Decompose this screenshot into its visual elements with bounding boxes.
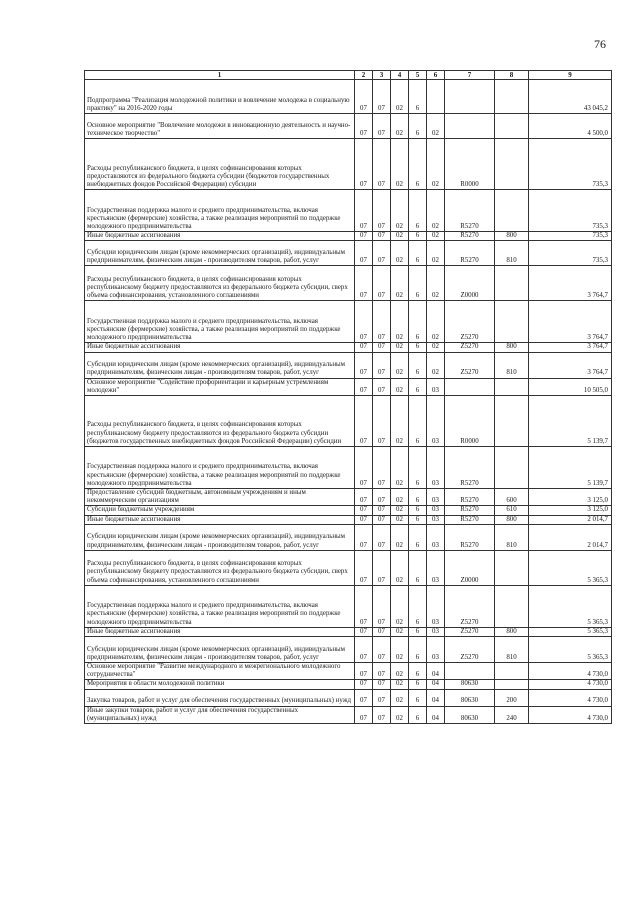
code-cell: R0000	[445, 139, 495, 190]
amount-cell: 10 505,0	[529, 378, 612, 395]
code-cell: 07	[373, 515, 391, 524]
code-cell: R5270	[445, 241, 495, 266]
code-cell: 02	[427, 352, 445, 378]
code-cell: 02	[391, 680, 409, 689]
table-row	[85, 241, 612, 266]
code-cell: Z0000	[445, 550, 495, 585]
code-cell: 04	[427, 706, 445, 723]
table-row	[85, 447, 612, 489]
table-row	[85, 378, 612, 395]
code-cell: 07	[355, 378, 373, 395]
code-cell	[495, 550, 529, 585]
code-cell: 07	[373, 352, 391, 378]
table-row	[85, 80, 612, 114]
code-cell: 02	[427, 241, 445, 266]
code-cell: R5270	[445, 524, 495, 550]
table-row	[85, 343, 612, 352]
code-cell: 6	[409, 232, 427, 241]
code-cell: 07	[355, 447, 373, 489]
column-header: 4	[391, 71, 409, 80]
code-cell: 80630	[445, 680, 495, 689]
table-row	[85, 489, 612, 506]
code-cell: 07	[373, 637, 391, 663]
code-cell	[495, 396, 529, 447]
code-cell: 07	[355, 680, 373, 689]
table-header	[85, 71, 612, 80]
table-row	[85, 706, 612, 723]
row-name: Расходы республиканского бюджета, в целях софинансирования которых республиканскому бюджету предоставляются из федерального бюджета субсидии, сверх объема софинансирования, установленного соглашениями	[85, 550, 355, 585]
code-cell	[495, 114, 529, 139]
row-name: Иные бюджетные ассигнования	[85, 515, 355, 524]
code-cell: 02	[391, 139, 409, 190]
row-name: Расходы республиканского бюджета, в целях софинансирования которых предоставляются из федерального бюджета субсидии (бюджетов государственных внебюджетных фондов Российской Федерации) субсидии	[85, 139, 355, 190]
table-row	[85, 301, 612, 343]
code-cell: 07	[355, 627, 373, 636]
code-cell: 810	[495, 524, 529, 550]
code-cell: 03	[427, 585, 445, 627]
code-cell: 07	[355, 524, 373, 550]
code-cell	[495, 585, 529, 627]
code-cell: 02	[391, 550, 409, 585]
column-header: 8	[495, 71, 529, 80]
code-cell: 03	[427, 550, 445, 585]
code-cell: 02	[391, 396, 409, 447]
amount-cell: 3 125,0	[529, 489, 612, 506]
amount-cell: 3 764,7	[529, 266, 612, 301]
code-cell: 04	[427, 663, 445, 680]
code-cell: 07	[373, 550, 391, 585]
code-cell: 02	[391, 506, 409, 515]
code-cell	[427, 80, 445, 114]
column-header: 6	[427, 71, 445, 80]
code-cell: 07	[355, 396, 373, 447]
amount-cell: 3 764,7	[529, 343, 612, 352]
row-name: Иные бюджетные ассигнования	[85, 627, 355, 636]
code-cell: 6	[409, 352, 427, 378]
code-cell: 02	[391, 447, 409, 489]
table-body	[85, 80, 612, 724]
code-cell	[445, 378, 495, 395]
code-cell: 800	[495, 627, 529, 636]
code-cell: 02	[427, 266, 445, 301]
amount-cell: 3 764,7	[529, 352, 612, 378]
code-cell: 02	[391, 80, 409, 114]
code-cell	[495, 680, 529, 689]
table-row	[85, 396, 612, 447]
page-number: 76	[594, 37, 606, 51]
amount-cell: 4 730,0	[529, 680, 612, 689]
code-cell: 6	[409, 266, 427, 301]
code-cell: 02	[391, 114, 409, 139]
code-cell: 6	[409, 689, 427, 706]
code-cell: 07	[355, 550, 373, 585]
code-cell: 02	[427, 190, 445, 232]
code-cell: 07	[373, 663, 391, 680]
code-cell	[445, 114, 495, 139]
row-name: Мероприятия в области молодежной политики	[85, 680, 355, 689]
amount-cell: 4 500,0	[529, 114, 612, 139]
code-cell: 07	[373, 706, 391, 723]
code-cell: 6	[409, 706, 427, 723]
amount-cell: 735,3	[529, 232, 612, 241]
code-cell: 6	[409, 378, 427, 395]
column-header: 9	[529, 71, 612, 80]
row-name: Субсидии юридическим лицам (кроме некоммерческих организаций), индивидуальным предпринимателям, физическим лицам - производителям товаров, работ, услуг	[85, 352, 355, 378]
code-cell: 02	[427, 343, 445, 352]
code-cell: 02	[391, 585, 409, 627]
amount-cell: 735,3	[529, 241, 612, 266]
code-cell: 07	[373, 139, 391, 190]
amount-cell: 4 730,0	[529, 706, 612, 723]
amount-cell: 5 365,3	[529, 627, 612, 636]
table-row	[85, 515, 612, 524]
row-name: Субсидии юридическим лицам (кроме некоммерческих организаций), индивидуальным предпринимателям, физическим лицам - производителям товаров, работ, услуг	[85, 637, 355, 663]
code-cell: 07	[373, 680, 391, 689]
code-cell: 07	[355, 515, 373, 524]
code-cell: 07	[355, 266, 373, 301]
amount-cell: 3 764,7	[529, 301, 612, 343]
code-cell: 6	[409, 343, 427, 352]
code-cell: 02	[391, 515, 409, 524]
code-cell: R5270	[445, 190, 495, 232]
code-cell	[445, 80, 495, 114]
code-cell: 07	[355, 706, 373, 723]
code-cell: 02	[391, 352, 409, 378]
code-cell: R5270	[445, 232, 495, 241]
amount-cell: 2 014,7	[529, 515, 612, 524]
table-row	[85, 585, 612, 627]
code-cell: 03	[427, 637, 445, 663]
row-name: Закупка товаров, работ и услуг для обеспечения государственных (муниципальных) нужд	[85, 689, 355, 706]
code-cell: R5270	[445, 506, 495, 515]
code-cell: 03	[427, 489, 445, 506]
code-cell: 07	[373, 447, 391, 489]
code-cell: 6	[409, 524, 427, 550]
table-row	[85, 524, 612, 550]
row-name: Иные закупки товаров, работ и услуг для обеспечения государственных (муниципальных) нужд	[85, 706, 355, 723]
amount-cell: 4 730,0	[529, 689, 612, 706]
code-cell: 03	[427, 447, 445, 489]
table-row	[85, 550, 612, 585]
code-cell: Z0000	[445, 266, 495, 301]
table-row	[85, 506, 612, 515]
row-name: Предоставление субсидий бюджетным, автономным учреждениям и иным некоммерческим организациям	[85, 489, 355, 506]
code-cell: 6	[409, 447, 427, 489]
code-cell: 07	[373, 343, 391, 352]
table-row	[85, 114, 612, 139]
code-cell: 02	[391, 301, 409, 343]
code-cell: 02	[391, 378, 409, 395]
code-cell: 6	[409, 139, 427, 190]
code-cell: 6	[409, 585, 427, 627]
code-cell	[495, 266, 529, 301]
code-cell: 6	[409, 663, 427, 680]
code-cell	[495, 378, 529, 395]
code-cell: 07	[355, 343, 373, 352]
code-cell: Z5270	[445, 637, 495, 663]
code-cell: 03	[427, 506, 445, 515]
code-cell: 02	[391, 627, 409, 636]
row-name: Субсидии юридическим лицам (кроме некоммерческих организаций), индивидуальным предпринимателям, физическим лицам - производителям товаров, работ, услуг	[85, 241, 355, 266]
code-cell: 6	[409, 489, 427, 506]
row-name: Субсидии бюджетным учреждениям	[85, 506, 355, 515]
code-cell: 02	[427, 114, 445, 139]
amount-cell: 5 365,3	[529, 585, 612, 627]
table-row	[85, 352, 612, 378]
code-cell: 800	[495, 343, 529, 352]
amount-cell: 735,3	[529, 139, 612, 190]
code-cell: 07	[355, 114, 373, 139]
budget-table	[84, 70, 612, 724]
amount-cell: 5 365,3	[529, 550, 612, 585]
table-row	[85, 663, 612, 680]
column-header: 3	[373, 71, 391, 80]
amount-cell: 735,3	[529, 190, 612, 232]
table-row	[85, 190, 612, 232]
code-cell: 07	[355, 663, 373, 680]
code-cell: 07	[373, 301, 391, 343]
row-name: Основное мероприятие "Развитие международного и межрегионального молодежного сотрудничества"	[85, 663, 355, 680]
code-cell: 07	[355, 352, 373, 378]
code-cell: 6	[409, 680, 427, 689]
code-cell: 07	[355, 241, 373, 266]
row-name: Субсидии юридическим лицам (кроме некоммерческих организаций), индивидуальным предпринимателям, физическим лицам - производителям товаров, работ, услуг	[85, 524, 355, 550]
code-cell: 02	[391, 637, 409, 663]
row-name: Государственная поддержка малого и среднего предпринимательства, включая крестьянские (фермерские) хозяйства, а также реализация мероприятий по поддержке молодежного предпринимательства	[85, 585, 355, 627]
code-cell: 02	[391, 266, 409, 301]
code-cell: 07	[373, 585, 391, 627]
code-cell: 07	[373, 80, 391, 114]
code-cell: 03	[427, 524, 445, 550]
code-cell: 03	[427, 627, 445, 636]
code-cell: 02	[391, 343, 409, 352]
row-name: Государственная поддержка малого и среднего предпринимательства, включая крестьянские (фермерские) хозяйства, а также реализация мероприятий по поддержке молодежного предпринимательства	[85, 447, 355, 489]
row-name: Государственная поддержка малого и среднего предпринимательства, включая крестьянские (фермерские) хозяйства, а также реализация мероприятий по поддержке молодежного предпринимательства	[85, 190, 355, 232]
row-name: Иные бюджетные ассигнования	[85, 232, 355, 241]
column-header: 5	[409, 71, 427, 80]
code-cell	[495, 80, 529, 114]
code-cell	[495, 301, 529, 343]
code-cell: 07	[373, 689, 391, 706]
code-cell: 240	[495, 706, 529, 723]
code-cell: Z5270	[445, 343, 495, 352]
code-cell: 800	[495, 232, 529, 241]
code-cell: R5270	[445, 489, 495, 506]
code-cell	[495, 447, 529, 489]
amount-cell: 4 730,0	[529, 663, 612, 680]
code-cell: 07	[355, 232, 373, 241]
code-cell: 07	[373, 627, 391, 636]
column-header: 1	[85, 71, 355, 80]
table-row	[85, 232, 612, 241]
amount-cell: 5 139,7	[529, 447, 612, 489]
code-cell: 07	[373, 506, 391, 515]
code-cell: 07	[355, 190, 373, 232]
code-cell: 07	[355, 637, 373, 663]
code-cell: 6	[409, 506, 427, 515]
row-name: Государственная поддержка малого и среднего предпринимательства, включая крестьянские (фермерские) хозяйства, а также реализация мероприятий по поддержке молодежного предпринимательства	[85, 301, 355, 343]
code-cell: 80630	[445, 689, 495, 706]
table-row	[85, 139, 612, 190]
code-cell: 810	[495, 352, 529, 378]
code-cell: 610	[495, 506, 529, 515]
code-cell: 07	[355, 301, 373, 343]
code-cell: 07	[373, 266, 391, 301]
code-cell: 03	[427, 378, 445, 395]
row-name: Подпрограмма "Реализация молодежной политики и вовлечение молодежа в социальную практику" на 2016-2020 годы	[85, 80, 355, 114]
code-cell: 02	[427, 139, 445, 190]
code-cell: 07	[373, 190, 391, 232]
code-cell: 07	[373, 232, 391, 241]
code-cell: 02	[391, 524, 409, 550]
code-cell: 07	[355, 689, 373, 706]
code-cell: 02	[391, 489, 409, 506]
code-cell: 07	[355, 506, 373, 515]
header-row	[85, 71, 612, 80]
column-header: 7	[445, 71, 495, 80]
code-cell: 80630	[445, 706, 495, 723]
amount-cell: 3 125,0	[529, 506, 612, 515]
code-cell: 07	[355, 489, 373, 506]
code-cell: Z5270	[445, 585, 495, 627]
row-name: Иные бюджетные ассигнования	[85, 343, 355, 352]
code-cell: 6	[409, 190, 427, 232]
code-cell: 07	[373, 241, 391, 266]
amount-cell: 43 045,2	[529, 80, 612, 114]
row-name: Основное мероприятие "Содействие профориентации и карьерным устремлениям молодежи"	[85, 378, 355, 395]
code-cell: 07	[355, 585, 373, 627]
code-cell	[445, 663, 495, 680]
code-cell: R5270	[445, 515, 495, 524]
code-cell: 07	[355, 80, 373, 114]
code-cell	[495, 139, 529, 190]
code-cell: 6	[409, 627, 427, 636]
code-cell: 02	[427, 301, 445, 343]
table-row	[85, 680, 612, 689]
code-cell: 800	[495, 515, 529, 524]
code-cell: 07	[373, 489, 391, 506]
code-cell: Z5270	[445, 627, 495, 636]
code-cell: 03	[427, 515, 445, 524]
code-cell: 02	[427, 232, 445, 241]
code-cell: 04	[427, 680, 445, 689]
code-cell: Z5270	[445, 352, 495, 378]
code-cell: 07	[355, 139, 373, 190]
code-cell: R0000	[445, 396, 495, 447]
code-cell: 02	[391, 663, 409, 680]
code-cell: 07	[373, 524, 391, 550]
table-row	[85, 627, 612, 636]
code-cell: R5270	[445, 447, 495, 489]
code-cell: 03	[427, 396, 445, 447]
amount-cell: 2 014,7	[529, 524, 612, 550]
row-name: Основное мероприятие "Вовлечение молодежи в инновационную деятельность и научно-техническое творчество"	[85, 114, 355, 139]
code-cell: 02	[391, 190, 409, 232]
row-name: Расходы республиканского бюджета, в целях софинансирования которых республиканскому бюджету предоставляются из федерального бюджета субсидии (бюджетов государственных внебюджетных фондов Российской Федерации) субсидии	[85, 396, 355, 447]
code-cell: 02	[391, 706, 409, 723]
code-cell: 810	[495, 637, 529, 663]
code-cell: 6	[409, 114, 427, 139]
code-cell: 6	[409, 301, 427, 343]
code-cell: 04	[427, 689, 445, 706]
table-row	[85, 689, 612, 706]
table-row	[85, 266, 612, 301]
code-cell: 6	[409, 241, 427, 266]
code-cell: 07	[373, 378, 391, 395]
code-cell: 600	[495, 489, 529, 506]
code-cell: 6	[409, 515, 427, 524]
code-cell: 200	[495, 689, 529, 706]
code-cell: 02	[391, 232, 409, 241]
column-header: 2	[355, 71, 373, 80]
code-cell: 6	[409, 80, 427, 114]
amount-cell: 5 365,3	[529, 637, 612, 663]
row-name: Расходы республиканского бюджета, в целях софинансирования которых республиканскому бюджету предоставляются из федерального бюджета субсидии, сверх объема софинансирования, установленного соглашениями	[85, 266, 355, 301]
code-cell	[495, 663, 529, 680]
code-cell: Z5270	[445, 301, 495, 343]
code-cell: 6	[409, 396, 427, 447]
code-cell: 07	[373, 396, 391, 447]
code-cell	[495, 190, 529, 232]
table-row	[85, 637, 612, 663]
code-cell: 6	[409, 550, 427, 585]
code-cell: 02	[391, 241, 409, 266]
code-cell: 6	[409, 637, 427, 663]
amount-cell: 5 139,7	[529, 396, 612, 447]
code-cell: 810	[495, 241, 529, 266]
code-cell: 07	[373, 114, 391, 139]
code-cell: 02	[391, 689, 409, 706]
